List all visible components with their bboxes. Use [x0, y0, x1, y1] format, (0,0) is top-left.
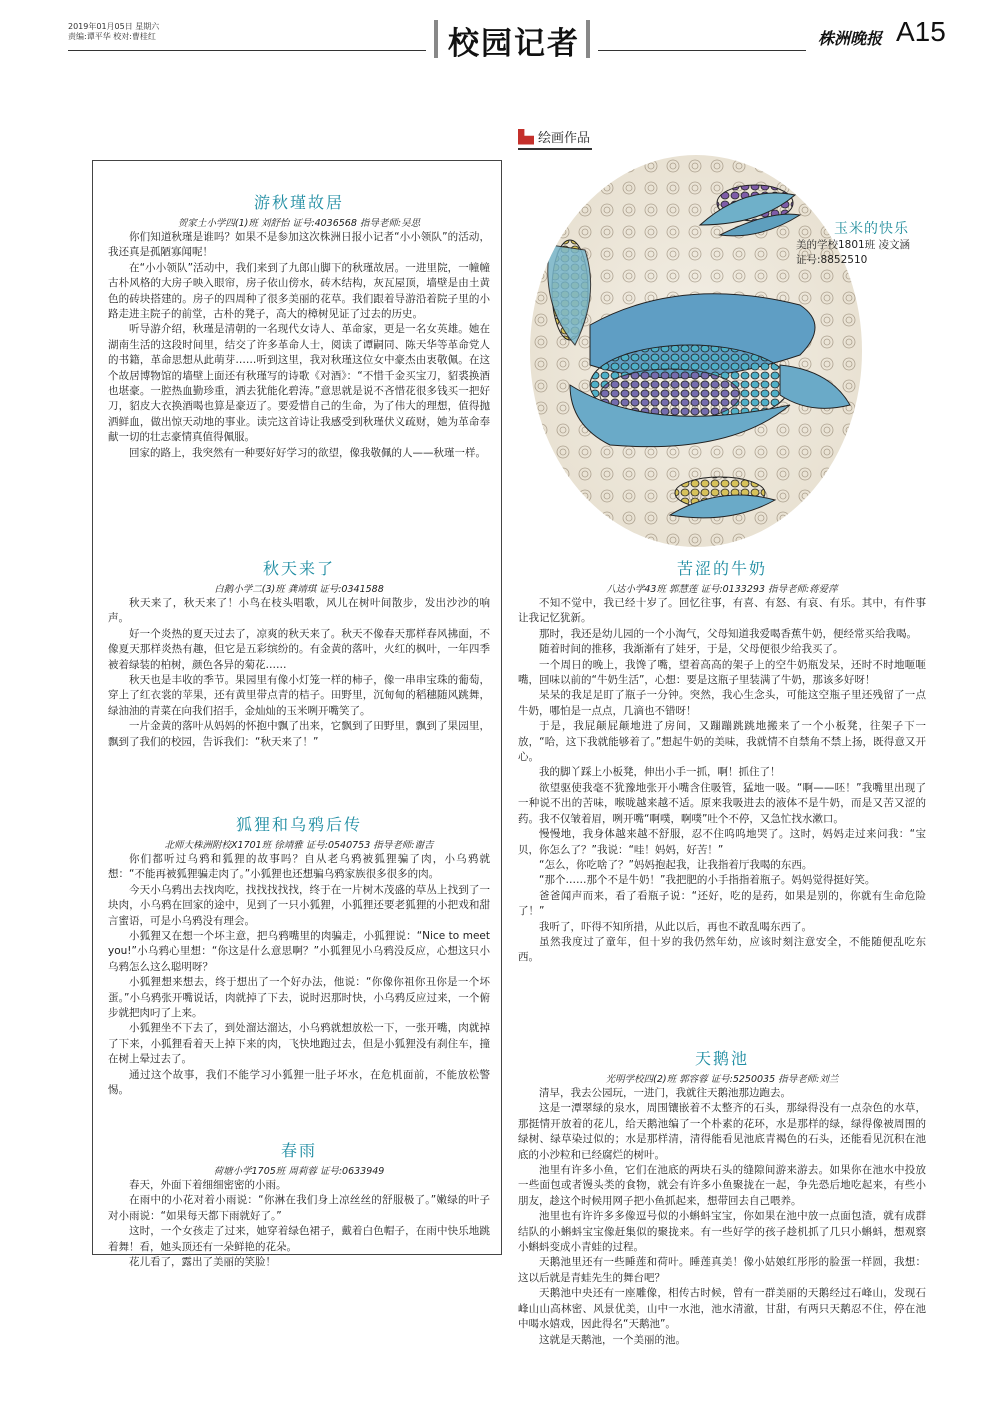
header-bar-right [586, 20, 590, 58]
article-bitter-milk [518, 556, 926, 966]
paragraph: 于是，我屁颠屁颠地进了房间，又蹦蹦跳跳地搬来了一个小板凳，往架子下一放，“哈，这下我就能够着了。”想起牛奶的美味，我就情不自禁角不禁上扬，既得意又开心。 [518, 720, 926, 764]
paragraph: 我的脚丫踩上小板凳，伸出小手一抓，啊！抓住了！ [539, 766, 781, 779]
artwork-tag [518, 127, 590, 146]
arrow-icon [518, 129, 534, 145]
paragraph: 不知不觉中，我已经十岁了。回忆往事，有喜、有怒、有哀、有乐。其中，有件事让我记忆犹新。 [518, 597, 926, 625]
article-title: 春雨 [280, 1141, 317, 1160]
article-title: 游秋瑾故居 [253, 193, 344, 212]
paragraph: 慢慢地，我身体越来越不舒服，忍不住呜呜地哭了。这时，妈妈走过来问我：“宝贝，你怎么了？”我说：“哇！妈妈，好苦！” [518, 828, 926, 856]
header-rule-left [68, 50, 426, 51]
paragraph: 天鹅池中央还有一座雕像，相传古时候，曾有一群美丽的天鹅经过石峰山，发现石峰山山高林密、风景优美，山中一水池，池水清澈，甘甜，有两只天鹅忍不住，停在池中喝水嬉戏，因此得名“天鹅池”。 [518, 1287, 926, 1331]
paragraph: 爸爸闻声而来，看了看瓶子说：“还好，吃的是药，如果是别的，你就有生命危险了！” [518, 889, 926, 918]
article-body [108, 230, 490, 461]
header-bar-left [434, 20, 438, 58]
artwork-tag-label: 绘画作品 [538, 131, 591, 146]
paragraph: 那时，我还是幼儿园的一个小淘气，父母知道我爱喝香蕉牛奶，便经常买给我喝。 [539, 627, 917, 640]
paragraph: 小狐狸又在想一个坏主意，把乌鸦嘴里的肉骗走，小狐狸说：“Nice to meet you!”小乌鸦心里想：“你这是什么意思啊？”小狐狸见小乌鸦没反应，心想这只小乌鸦怎么这么聪明呀？ [108, 930, 490, 973]
paragraph: 天鹅池里还有一些睡莲和荷叶。睡莲真美！像小姑娘红彤彤的脸蛋一样圆，我想：这以后就是青蛙先生的舞台吧？ [518, 1256, 926, 1284]
paragraph: 随着时间的推移，我渐渐有了娃牙，于是，父母便很少给我买了。 [539, 643, 844, 656]
artwork-cert: 证号:8852510 [796, 254, 868, 266]
paragraph: “怎么，你吃啥了？”妈妈抱起我，让我指着厅我喝的东西。 [539, 858, 813, 871]
paragraph: 回家的路上，我突然有一种要好好学习的欲望，像我敬佩的人——秋瑾一样。 [129, 446, 486, 459]
article-fox-crow [108, 812, 490, 1099]
paragraph: 小狐狸坐不下去了，到处溜达溜达，小乌鸦就想放松一下，一张开嘴，肉就掉了下来，小狐狸看着天上掉下来的肉，飞快地跑过去，但是小狐狸没有刹住车，撞在树上晕过去了。 [108, 1022, 490, 1066]
artwork-title: 玉米的快乐 [834, 221, 909, 237]
article-byline: 荷塘小学1705班 周莉蓉 证号:0633949 [213, 1166, 385, 1177]
corn-painting-svg [530, 155, 862, 547]
paragraph: 通过这个故事，我们不能学习小狐狸一肚子坏水，在危机面前，不能放松警惕。 [108, 1068, 490, 1097]
article-spring-rain [108, 1138, 490, 1270]
paragraph: 这就是天鹅池，一个美丽的池。 [539, 1333, 686, 1346]
paragraph: 秋天也是丰收的季节。果园里有像小灯笼一样的柿子，像一串串宝珠的葡萄，穿上了红衣裳的苹果，还有黄里带点青的桔子。田野里，沉甸甸的稻穗随风跳舞，绿油油的青菜在向我们招手，金灿灿的玉米咧开嘴笑了。 [108, 674, 490, 717]
article-byline: 八达小学43班 郭慧莲 证号:0133293 指导老师:蒋爱萍 [606, 584, 838, 595]
article-title: 狐狸和乌鸦后传 [235, 815, 362, 834]
newspaper-brand: 株洲晚报 [818, 29, 883, 48]
paragraph: 秋天来了，秋天来了！小鸟在枝头唱歌，风儿在树叶间散步，发出沙沙的响声。 [108, 597, 490, 625]
paragraph: 春天，外面下着细细密密的小雨。 [129, 1179, 287, 1191]
paragraph: 我听了，吓得不知所措，从此以后，再也不敢乱喝东西了。 [539, 920, 812, 933]
article-autumn [108, 556, 490, 750]
paragraph: 池里有许多小鱼，它们在池底的两块石头的缝隙间游来游去。如果你在池水中投放一些面包或者馒头类的食物，就会有许多小鱼聚拢在一起，争先恐后地吃起来，有些小朋友，趁这个时候用网子把小鱼抓起来，想带回去自己喂养。 [518, 1164, 926, 1207]
section-title: 校园记者 [448, 26, 580, 62]
paragraph: 你们都听过乌鸦和狐狸的故事吗？自从老乌鸦被狐狸骗了肉，小乌鸦就想：“不能再被狐狸骗走肉了。”小狐狸也还想骗乌鸦家族很多很多的肉。 [108, 853, 490, 881]
paragraph: 好一个炎热的夏天过去了，凉爽的秋天来了。秋天不像春天那样春风拂面，不像夏天那样炎热有趣，但它是五彩缤纷的。有金黄的落叶，火红的枫叶，一年四季被着绿装的柏树，颜色各异的菊花…… [108, 627, 490, 671]
paragraph: 虽然我度过了童年，但十岁的我仍然年幼，应该时刻注意安全，不能随便乱吃东西。 [518, 935, 926, 964]
page-number: A15 [896, 16, 946, 47]
article-body [518, 596, 926, 966]
paragraph: 你们知道秋瑾是谁吗？如果不是参加这次株洲日报小记者“小小领队”的活动，我还真是孤陋寡闻呢！ [108, 231, 490, 259]
paragraph: 在雨中的小花对着小雨说：“你淋在我们身上凉丝丝的舒服极了。”嫩绿的叶子对小雨说：“如果每天都下雨就好了。” [108, 1194, 490, 1222]
header-date: 2019年01月05日 星期六 [68, 22, 160, 31]
paragraph: 花儿看了，露出了美丽的笑脸！ [129, 1256, 276, 1269]
article-qiujin [108, 190, 490, 461]
paragraph: 呆呆的我足足盯了瓶子一分钟。突然，我心生念头，可能这空瓶子里还残留了一点牛奶，哪怕是一点点，几滴也不错呀！ [518, 689, 926, 717]
article-byline: 光明学校四(2)班 郭容蓉 证号:5250035 指导老师:刘兰 [605, 1074, 839, 1085]
article-body [108, 1178, 490, 1270]
paragraph: 这是一潭翠绿的泉水，周围镶嵌着不太整齐的石头，那绿得没有一点杂色的水草，那挺情开放着的花儿，给天鹅池编了一个朴素的花环，水是那样的绿，绿得像被周围的绿树、绿草染过似的；水是那样清，清得能看见池底青褐色的石头，还能看见沉积在池底的小沙粒和已经腐烂的树叶。 [518, 1102, 926, 1161]
article-title: 秋天来了 [262, 559, 335, 578]
paragraph: 这时，一个女孩走了过来，她穿着绿色裙子，戴着白色帽子，在雨中快乐地跳着舞！看，她头顶还有一朵鲜艳的花朵。 [108, 1225, 490, 1253]
article-byline: 白鹅小学二(3)班 龚靖琪 证号:0341588 [214, 584, 384, 595]
article-swan-pool [518, 1046, 926, 1348]
paragraph: 池里也有许许多多像逗号似的小蝌蚪宝宝，你如果在池中放一点面包渣，就有成群结队的小蝌蚪宝宝像赶集似的聚拢来。有一些好学的孩子趁机抓了几只小蝌蚪，想观察小蝌蚪变成小青蛙的过程。 [518, 1210, 926, 1254]
paragraph: 欲望驱使我毫不犹豫地张开小嘴含住吸管，猛地一吸。“啊——呸！”我嘴里出现了一种说不出的苦味，喉咙越来越不适。原来我吸进去的液体不是牛奶，而是又苦又涩的药。我不仅皱着眉，咧开嘴“啊噗，啊噗”吐个不停，又急忙找水漱口。 [518, 781, 926, 825]
header-meta [68, 22, 159, 42]
article-title: 苦涩的牛奶 [676, 559, 767, 578]
article-title: 天鹅池 [694, 1049, 749, 1068]
paragraph: 清早，我去公园玩，一进门，我就往天鹅池那边跑去。 [539, 1087, 791, 1099]
article-byline: 贺家土小学四(1)班 刘舒怡 证号:4036568 指导老师:吴思 [177, 218, 421, 229]
article-byline: 北师大株洲附校X1701班 徐靖雅 证号:0540753 指导老师:谢吉 [164, 840, 434, 851]
paragraph: 一个周日的晚上，我馋了嘴，望着高高的架子上的空牛奶瓶发呆，还时不时地咂咂嘴，回味以前的“牛奶生活”，心想：要是这瓶子里装满了牛奶，那该多好呀！ [518, 658, 926, 687]
article-body [518, 1086, 926, 1348]
paragraph: 一片金黄的落叶从妈妈的怀抱中飘了出来，它飘到了田野里，飘到了果园里，飘到了我们的校园，告诉我们：“秋天来了！” [108, 720, 490, 748]
paragraph: “那个……那个不是牛奶！”我把肥的小手指指着瓶子。妈妈觉得挺好笑。 [539, 874, 876, 887]
header-rule-right [598, 50, 806, 51]
paragraph: 今天小乌鸦出去找肉吃，找找找找找，终于在一片树木茂盛的草丛上找到了一块肉，小乌鸦在回家的途中，见到了一只小狐狸，小狐狸还要老狐狸的小把戏和甜言蜜语，可是小乌鸦没有理会。 [108, 883, 490, 927]
paragraph: 在“小小领队”活动中，我们来到了九郎山脚下的秋瑾故居。一进里院，一幢幢古朴风格的大房子映入眼帘，房子依山傍水，砖木结构，灰瓦屋顶，墙壁是由土黄色的砖块搭建的。房子的四周种了很多美丽的花草。我们跟着导游沿着院子里的小路走进主院子的前堂，古朴的凳子，高大的樟树见证了过去的历史。 [108, 261, 490, 321]
artwork-meta [796, 238, 910, 268]
article-body [108, 596, 490, 750]
artwork-tag-underline [518, 148, 592, 150]
paragraph: 小狐狸想来想去，终于想出了一个好办法，他说：“你像你祖你丑你是一个坏蛋。”小乌鸦张开嘴说话，肉就掉了下去，说时迟那时快，小乌鸦反应过来，一个俯步就把肉叼了上来。 [108, 976, 490, 1020]
paragraph: 听导游介绍，秋瑾是清朝的一名现代女诗人、革命家，更是一名女英雄。她在湖南生活的这段时间里，结交了许多革命人士，阅读了谭嗣同、陈天华等革命党人的书籍，革命思想从此萌芽……听到这里，我对秋瑾这位女中豪杰由衷敬佩。在这个故居博物馆的墙壁上面还有秋瑾写的诗歌《对酒》：“不惜千金买宝刀，貂裘换酒也堪豪。一腔热血勤珍重，洒去犹能化碧涛。”意思就是说不吝惜花很多钱买一把好刀，貂皮大衣换酒喝也算是豪迈了。要爱惜自己的生命，为了伟大的理想，值得抛洒鲜血，做出惊天动地的事业。读完这首诗让我感受到秋瑾伏义疏财，她为革命奉献一切的壮志豪情真值得佩服。 [108, 323, 490, 444]
header-editors: 责编:谭平华 校对:曹桂红 [68, 32, 156, 41]
corn-painting [530, 155, 862, 547]
article-body [108, 852, 490, 1099]
artwork-author: 美的学校1801班 凌文涵 [796, 239, 911, 251]
